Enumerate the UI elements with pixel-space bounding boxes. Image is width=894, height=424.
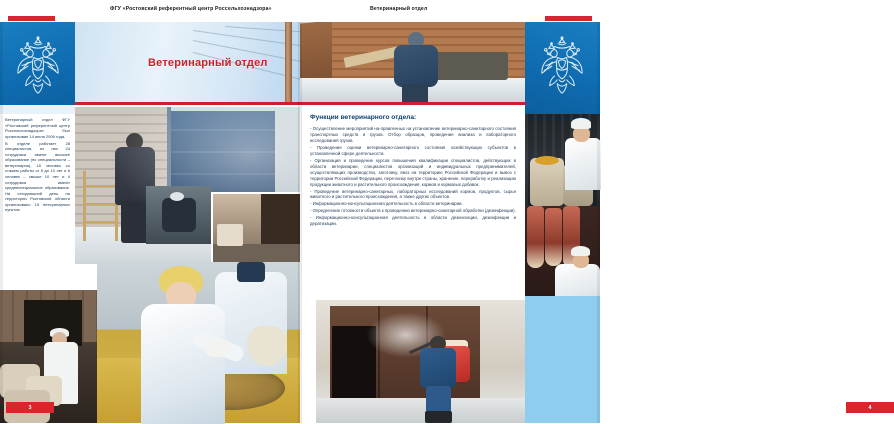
spread-gutter [298, 22, 302, 423]
russian-coat-of-arms-eagle-icon [538, 36, 586, 98]
utility-pole-decor [285, 22, 292, 102]
running-header [0, 0, 600, 22]
function-item: - Информационно-консультационная деятельность в области ветеринарии. [310, 201, 463, 207]
page-number-left: 3 [6, 402, 54, 413]
function-item: - Организация и проведение курсов повышения квалификации специалистов, действующих в области ветеринарии, специалистов организаций и индивидуальных предпринимателей, осуществляющих производство, заготовку, ввоз на территорию Российской Федерации и вывоз с территории Российской Федерации, пере-возку внутри страны, хранение, переработку и реализацию продукции животного и растительного происхождения, кормов и кормовых добавок. [310, 157, 516, 187]
function-item: - Определение готовности объекта к проведению ветеринарно-санитарной обработки (дезинфекции). [310, 208, 516, 214]
right-page-red-accent-bar [545, 16, 592, 21]
left-title-red-rule [75, 102, 300, 105]
intro-paragraph-2: В отделе работает 28 специалистов, из них 24 сотрудника имеют высшее образование (по специальности – ветеринария), 18 человек со стажем работы от 5 до 10 лет и 6 человек – свыше 10 лет и 4 сотрудника имеют среднеспециальное образование. На сегодняшний день на территории Ростовской области организовано 15 ветеринарных пунктов. [5, 140, 70, 213]
left-intro-textbox [0, 114, 75, 266]
left-emblem-panel-footer-strip [0, 105, 75, 114]
page-title: Ветеринарный отдел [148, 57, 268, 69]
photo-grain-sampling-laboratory [97, 262, 300, 423]
intro-paragraph-1: Ветеринарный отдел ФГУ «Ростовский референтный центр Россельхознадзора» был организован 14 июля 2006 года. [5, 117, 70, 139]
header-left-title: ФГУ «Ростовский референтный центр Россельхознадзора» [110, 6, 272, 12]
right-bottom-sky-panel [525, 296, 600, 423]
russian-coat-of-arms-eagle-icon [14, 36, 62, 98]
photo-barrel-oil-sampling [525, 114, 600, 206]
function-item: - Осуществление мероприятий на-правленных на установление ветеринарно-санитарного состояния транспортных средств и грузов. Отбор образцов, проведение анализа и лабораторного исследования грузов. [310, 126, 516, 143]
function-item: - Проведение оценки ветеринарно-санитарного состояния хозяйствующих субъектов в установленной сфере деятельности. [310, 144, 516, 156]
photo-warehouse-interior [211, 192, 302, 266]
photo-wooden-wagon-inspection [300, 22, 525, 102]
function-item: - Информационно-консультационная деятельность в области дезинсекции, дезинфекции и дератизации. [310, 215, 516, 227]
right-page-edge [597, 22, 600, 423]
left-page-red-accent-bar [8, 16, 55, 21]
page-right [300, 0, 872, 423]
function-item: - Проведение ветеринарно-санитарных, лабораторных исследований кормов, продуктов, сырья животного и растительного происхождения, а также других объектов. [310, 188, 516, 200]
photo-disinfection-spraying [316, 300, 525, 423]
photo-inspector-crouching [146, 186, 212, 244]
left-page-edge [0, 22, 3, 423]
photo-meat-carcass-inspection [525, 206, 600, 296]
page-left [0, 0, 300, 423]
left-intro-text [5, 117, 70, 214]
functions-text-column [300, 105, 525, 291]
functions-list [310, 126, 516, 228]
page-number-right: 4 [846, 402, 894, 413]
header-right-title: Ветеринарный отдел [370, 6, 428, 12]
functions-heading: Функции ветеринарного отдела: [310, 114, 417, 121]
